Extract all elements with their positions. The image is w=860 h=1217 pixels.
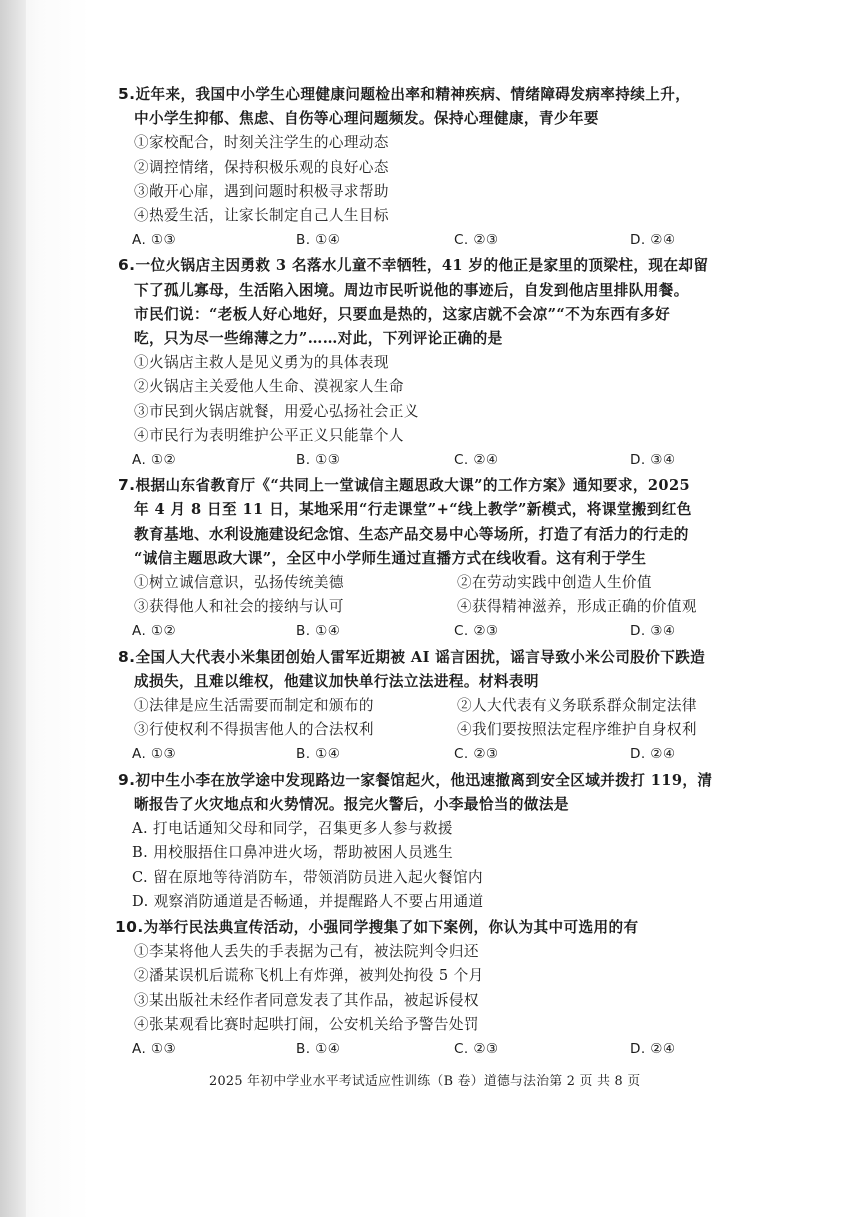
question-stem-line: 年 4 月 8 日至 11 日，某地采用“行走课堂”+“线上教学”新模式，将课堂搬到红色: [134, 501, 692, 519]
choice-d: D. ③④: [630, 452, 676, 469]
choice-a: A. ①③: [132, 746, 177, 763]
statement: ③敞开心扉，遇到问题时积极寻求帮助: [134, 182, 389, 200]
statement: ①火锅店主救人是见义勇为的具体表现: [134, 354, 389, 372]
choice-d: D. ③④: [630, 623, 676, 640]
statement: ①树立诚信意识，弘扬传统美德: [134, 574, 344, 592]
option-d: D. 观察消防通道是否畅通，并提醒路人不要占用通道: [132, 892, 484, 910]
statement: ②在劳动实践中创造人生价值: [457, 574, 652, 592]
choice-a: A. ①③: [132, 1040, 177, 1057]
question-stem-line: “诚信主题思政大课”，全区中小学师生通过直播方式在线收看。这有利于学生: [134, 549, 647, 567]
choice-b: B. ①④: [296, 623, 341, 640]
choice-a: A. ①③: [132, 232, 177, 249]
choice-c: C. ②③: [454, 746, 499, 763]
question-number: 7.: [118, 476, 136, 495]
choice-c: C. ②③: [454, 1040, 499, 1057]
question-stem-line: 教育基地、水利设施建设纪念馆、生态产品交易中心等场所，打造了有活力的行走的: [134, 525, 689, 543]
answer-choices: [118, 1037, 774, 1061]
question-6: [118, 253, 774, 472]
choice-c: C. ②③: [454, 232, 499, 249]
statement: ①法律是应生活需要而制定和颁布的: [134, 697, 374, 715]
statement: ②调控情绪，保持积极乐观的良好心态: [134, 158, 389, 176]
answer-choices: [118, 742, 774, 766]
choice-c: C. ②③: [454, 623, 499, 640]
question-8: [118, 645, 774, 767]
statement: ④热爱生活，让家长制定自己人生目标: [134, 207, 389, 225]
question-stem-line: 吃，只为尽一些绵薄之力”……对此，下列评论正确的是: [134, 330, 503, 348]
choice-d: D. ②④: [630, 1040, 676, 1057]
statement: ③某出版社未经作者同意发表了其作品，被起诉侵权: [134, 991, 479, 1009]
statement: ③行使权利不得损害他人的合法权利: [134, 721, 374, 739]
page-footer: 2025 年初中学业水平考试适应性训练（B 卷）道德与法治第 2 页 共 8 页: [209, 1074, 641, 1089]
statement: ④我们要按照法定程序维护自身权利: [457, 721, 697, 739]
choice-b: B. ①④: [296, 232, 341, 249]
statement: ④市民行为表明维护公平正义只能靠个人: [134, 426, 404, 444]
statement: ④张某观看比赛时起哄打闹，公安机关给予警告处罚: [134, 1015, 479, 1033]
option-a: A. 打电话通知父母和同学，召集更多人参与救援: [132, 820, 453, 838]
question-7: [118, 473, 774, 643]
question-number: 5.: [118, 85, 136, 103]
statement: ③市民到火锅店就餐，用爱心弘扬社会正义: [134, 402, 419, 420]
question-number: 10.: [115, 917, 144, 936]
statement: ②火锅店主关爱他人生命、漠视家人生命: [134, 378, 404, 396]
statement: ④获得精神滋养，形成正确的价值观: [457, 598, 697, 616]
option-b: B. 用校服捂住口鼻冲进火场，帮助被困人员逃生: [132, 844, 454, 862]
statement: ②人大代表有义务联系群众制定法律: [457, 697, 697, 715]
statement-grid: [118, 694, 774, 742]
statement: ①李某将他人丢失的手表据为己有，被法院判令归还: [134, 943, 479, 961]
question-number: 6.: [118, 256, 136, 275]
question-stem-line: 一位火锅店主因勇救 3 名落水儿童不幸牺牲，41 岁的他正是家里的顶梁柱，现在却留: [135, 257, 709, 275]
choice-d: D. ②④: [630, 746, 676, 763]
question-stem-line: 晰报告了火灾地点和火势情况。报完火警后，小李最恰当的做法是: [134, 795, 569, 813]
statement: ③获得他人和社会的接纳与认可: [134, 598, 344, 616]
choice-b: B. ①③: [296, 452, 341, 469]
statement: ②潘某误机后谎称飞机上有炸弹，被判处拘役 5 个月: [134, 967, 484, 985]
choice-b: B. ①④: [296, 746, 341, 763]
question-stem-line: 市民们说：“老板人好心地好，只要血是热的，这家店就不会凉”“不为东西有多好: [134, 305, 671, 323]
answer-choices: [118, 228, 774, 252]
question-number: 9.: [118, 770, 136, 789]
question-9: [118, 768, 774, 914]
question-stem-line: 为举行民法典宣传活动，小强同学搜集了如下案例，你认为其中可选用的有: [143, 918, 639, 936]
exam-content: [115, 82, 774, 1062]
question-10: [115, 915, 774, 1061]
statement-grid: [118, 571, 774, 619]
statement: ①家校配合，时刻关注学生的心理动态: [134, 134, 389, 152]
answer-choices: [118, 619, 774, 643]
question-stem-line: 根据山东省教育厅《“共同上一堂诚信主题思政大课”的工作方案》通知要求，2025: [135, 477, 691, 495]
scan-binding-shadow: [0, 0, 26, 1217]
choice-c: C. ②④: [454, 452, 499, 469]
question-stem-line: 中小学生抑郁、焦虑、自伤等心理问题频发。保持心理健康，青少年要: [134, 110, 599, 128]
question-stem-line: 全国人大代表小米集团创始人雷军近期被 AI 谣言困扰，谣言导致小米公司股价下跌造: [135, 648, 706, 666]
answer-choices: [118, 448, 774, 472]
choice-b: B. ①④: [296, 1040, 341, 1057]
question-number: 8.: [118, 647, 136, 666]
question-stem-line: 初中生小李在放学途中发现路边一家餐馆起火，他迅速撤离到安全区域并拨打 119，清: [135, 771, 713, 789]
choice-a: A. ①②: [132, 452, 177, 469]
question-5: [118, 82, 774, 252]
question-stem-line: 成损失，且难以维权，他建议加快单行法立法进程。材料表明: [134, 672, 539, 690]
question-stem-line: 近年来，我国中小学生心理健康问题检出率和精神疾病、情绪障碍发病率持续上升，: [135, 86, 691, 103]
option-c: C. 留在原地等待消防车，带领消防员进入起火餐馆内: [132, 868, 483, 886]
question-stem-line: 下了孤儿寡母，生活陷入困境。周边市民听说他的事迹后，自发到他店里排队用餐。: [134, 281, 689, 299]
choice-d: D. ②④: [630, 232, 676, 249]
choice-a: A. ①②: [132, 623, 177, 640]
